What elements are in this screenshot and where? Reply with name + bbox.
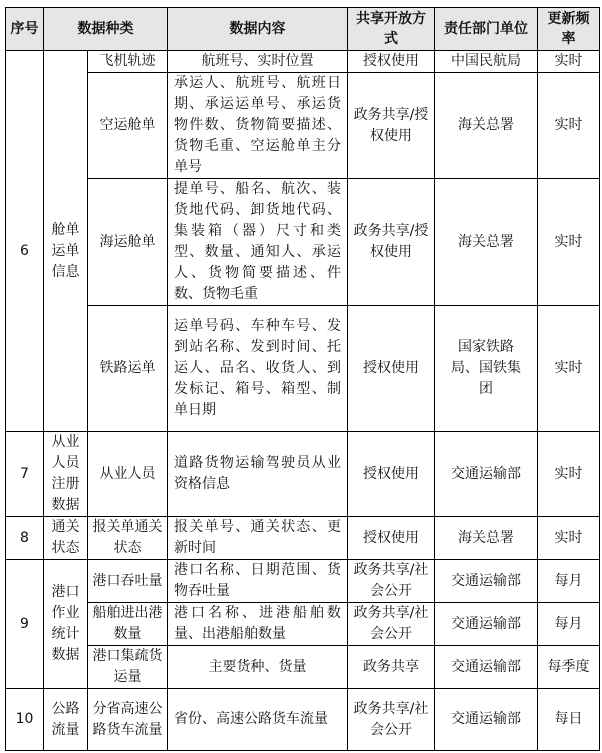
cell-content: 提单号、船名、航次、装货地代码、卸货地代码、集装箱（器）尺寸和类型、数量、通知人、承运人、货物简要描述、件数、货物毛重 bbox=[168, 179, 348, 306]
table-row bbox=[6, 560, 600, 603]
cell-subtype: 港口集疏货运量 bbox=[88, 646, 168, 689]
cell-freq: 每季度 bbox=[538, 646, 600, 689]
cell-dept: 中国民航局 bbox=[435, 51, 538, 73]
table-row bbox=[6, 517, 600, 560]
cell-subtype: 分省高速公路货车流量 bbox=[88, 689, 168, 751]
cell-subtype: 铁路运单 bbox=[88, 306, 168, 432]
cell-freq: 实时 bbox=[538, 51, 600, 73]
cell-type-empty bbox=[44, 51, 88, 73]
header-seq: 序号 bbox=[6, 8, 44, 51]
cell-dept: 交通运输部 bbox=[435, 603, 538, 646]
header-share-method: 共享开放方式 bbox=[348, 8, 435, 51]
cell-dept: 交通运输部 bbox=[435, 689, 538, 751]
cell-seq: 7 bbox=[6, 432, 44, 517]
table-row bbox=[6, 603, 600, 646]
cell-share: 政务共享/授权使用 bbox=[348, 73, 435, 179]
cell-share: 授权使用 bbox=[348, 432, 435, 517]
cell-share: 授权使用 bbox=[348, 517, 435, 560]
cell-subtype: 报关单通关状态 bbox=[88, 517, 168, 560]
data-sharing-table bbox=[5, 7, 600, 751]
table-row bbox=[6, 432, 600, 517]
table-row bbox=[6, 646, 600, 689]
cell-type: 从业人员注册数据 bbox=[44, 432, 88, 517]
cell-dept: 海关总署 bbox=[435, 517, 538, 560]
cell-freq: 实时 bbox=[538, 179, 600, 306]
table-header-row bbox=[6, 8, 600, 51]
cell-share: 授权使用 bbox=[348, 306, 435, 432]
cell-subtype: 从业人员 bbox=[88, 432, 168, 517]
cell-freq: 实时 bbox=[538, 432, 600, 517]
header-responsible-dept: 责任部门单位 bbox=[435, 8, 538, 51]
header-data-type: 数据种类 bbox=[44, 8, 168, 51]
cell-subtype: 飞机轨迹 bbox=[88, 51, 168, 73]
table-row bbox=[6, 689, 600, 751]
cell-seq: 6 bbox=[6, 73, 44, 432]
cell-dept: 交通运输部 bbox=[435, 560, 538, 603]
cell-type: 港口作业统计数据 bbox=[44, 560, 88, 689]
cell-freq: 每月 bbox=[538, 603, 600, 646]
cell-dept: 交通运输部 bbox=[435, 646, 538, 689]
header-update-frequency: 更新频率 bbox=[538, 8, 600, 51]
cell-subtype: 海运舱单 bbox=[88, 179, 168, 306]
table-row bbox=[6, 179, 600, 306]
cell-dept: 海关总署 bbox=[435, 73, 538, 179]
cell-share: 政务共享/社会公开 bbox=[348, 603, 435, 646]
cell-content: 港口名称、进港船舶数量、出港船舶数量 bbox=[168, 603, 348, 646]
cell-content: 航班号、实时位置 bbox=[168, 51, 348, 73]
cell-content: 承运人、航班号、航班日期、承运运单号、承运货物件数、货物简要描述、货物毛重、空运舱单主分单号 bbox=[168, 73, 348, 179]
cell-subtype: 港口吞吐量 bbox=[88, 560, 168, 603]
cell-content: 运单号码、车种车号、发到站名称、发到时间、托运人、品名、收货人、到发标记、箱号、箱型、制单日期 bbox=[168, 306, 348, 432]
cell-seq: 8 bbox=[6, 517, 44, 560]
cell-dept: 交通运输部 bbox=[435, 432, 538, 517]
table-row bbox=[6, 73, 600, 179]
cell-freq: 实时 bbox=[538, 517, 600, 560]
table-row bbox=[6, 306, 600, 432]
cell-dept: 国家铁路局、国铁集团 bbox=[435, 306, 538, 432]
cell-seq: 10 bbox=[6, 689, 44, 751]
header-data-content: 数据内容 bbox=[168, 8, 348, 51]
cell-subtype: 船舶进出港数量 bbox=[88, 603, 168, 646]
cell-content: 主要货种、货量 bbox=[168, 646, 348, 689]
cell-freq: 每日 bbox=[538, 689, 600, 751]
table-row bbox=[6, 51, 600, 73]
cell-share: 政务共享/授权使用 bbox=[348, 179, 435, 306]
cell-share: 授权使用 bbox=[348, 51, 435, 73]
cell-seq-empty bbox=[6, 51, 44, 73]
cell-type: 通关状态 bbox=[44, 517, 88, 560]
cell-type: 舱单运单信息 bbox=[44, 73, 88, 432]
cell-share: 政务共享 bbox=[348, 646, 435, 689]
cell-seq: 9 bbox=[6, 560, 44, 689]
cell-type: 公路流量 bbox=[44, 689, 88, 751]
cell-freq: 实时 bbox=[538, 73, 600, 179]
cell-content: 道路货物运输驾驶员从业资格信息 bbox=[168, 432, 348, 517]
cell-dept: 海关总署 bbox=[435, 179, 538, 306]
cell-freq: 实时 bbox=[538, 306, 600, 432]
cell-share: 政务共享/社会公开 bbox=[348, 560, 435, 603]
cell-freq: 每月 bbox=[538, 560, 600, 603]
cell-content: 省份、高速公路货车流量 bbox=[168, 689, 348, 751]
cell-share: 政务共享/社会公开 bbox=[348, 689, 435, 751]
cell-subtype: 空运舱单 bbox=[88, 73, 168, 179]
cell-content: 港口名称、日期范围、货物吞吐量 bbox=[168, 560, 348, 603]
cell-content: 报关单号、通关状态、更新时间 bbox=[168, 517, 348, 560]
